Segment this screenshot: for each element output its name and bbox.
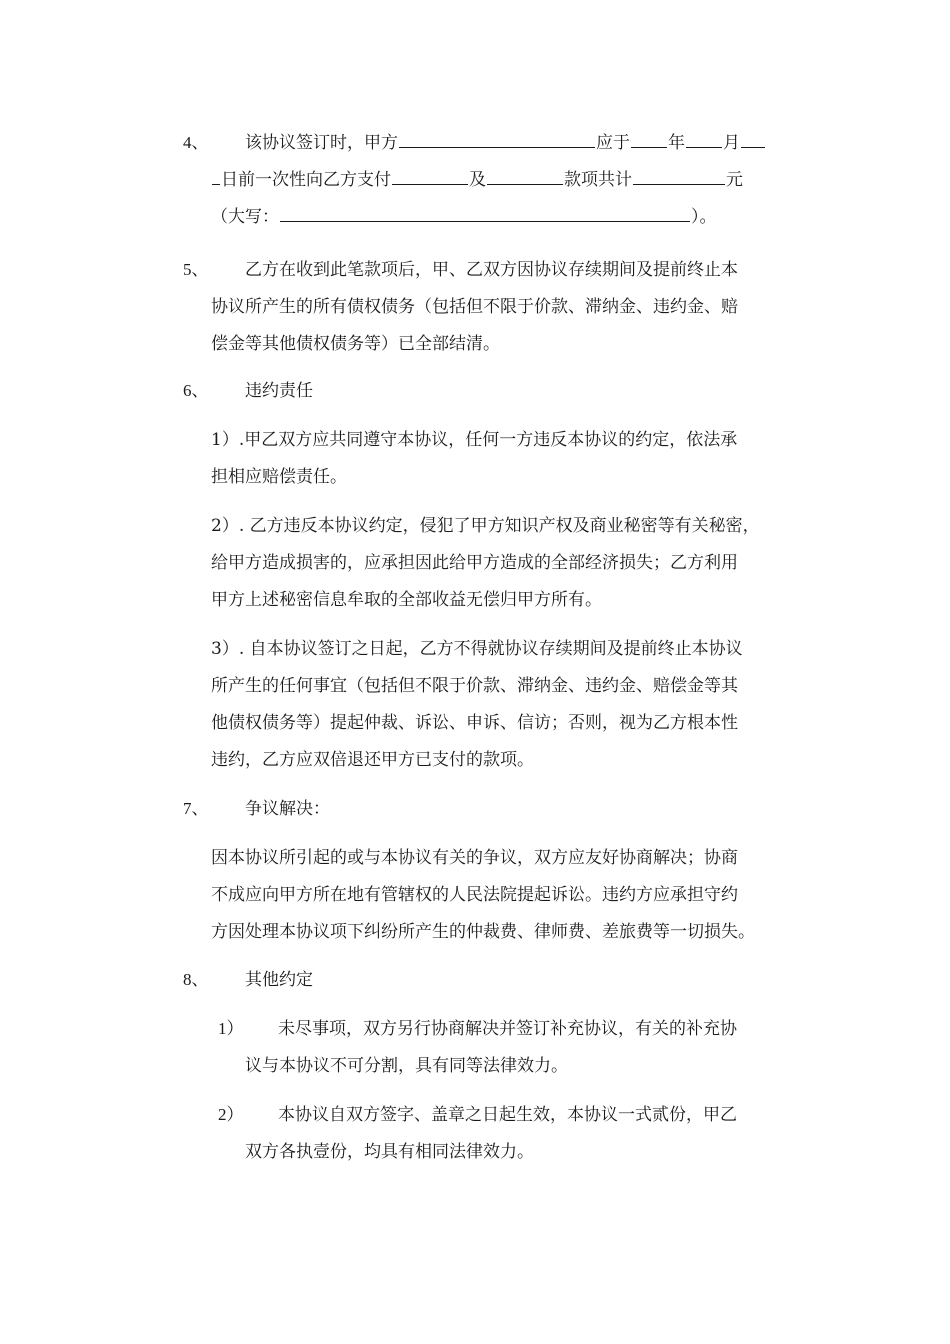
month-blank[interactable] [686,132,722,148]
item-4-text: 月 [723,133,740,153]
clause-line: 给甲方造成损害的，应承担因此给甲方造成的全部经济损失；乙方利用 [211,553,738,573]
year-blank[interactable] [631,132,667,148]
clause-line: 1）.甲乙双方应共同遵守本协议，任何一方违反本协议的约定，依法承 [211,430,738,450]
item-4-text: 应于 [596,133,630,153]
sub-item-number: 1） [218,1019,244,1038]
clause-line: 所产生的任何事宜（包括但不限于价款、滞纳金、违约金、赔偿金等其 [211,676,738,696]
clause-line: 3）. 自本协议签订之日起，乙方不得就协议存续期间及提前终止本协议 [211,639,743,659]
clause-line: 甲方上述秘密信息牟取的全部收益无偿归甲方所有。 [211,590,602,610]
item-4-text: 及 [469,170,486,190]
item-8-number: 8、 [183,970,209,989]
clause-line: 担相应赔偿责任。 [211,467,347,487]
section-heading: 违约责任 [245,381,313,401]
clause-line: 违约，乙方应双倍退还甲方已支付的款项。 [211,750,534,770]
clause-line: 未尽事项，双方另行协商解决并签订补充协议，有关的补充协 [278,1019,737,1039]
item-7-number: 7、 [183,799,209,818]
item-4-line-2 [211,165,743,190]
paragraph-line: 因本协议所引起的或与本协议有关的争议，双方应友好协商解决；协商 [211,848,738,868]
payment-blank-1[interactable] [392,169,468,185]
item-4-text: 款项共计 [564,170,632,190]
clause-line: 他债权债务等）提起仲裁、诉讼、申诉、信访；否则，视为乙方根本性 [211,713,738,733]
day-blank-start[interactable] [741,132,765,148]
sub-item-number: 2） [218,1105,244,1124]
item-4-line-3 [211,202,717,227]
clause-line: 议与本协议不可分割，具有同等法律效力。 [245,1056,568,1076]
total-amount-blank[interactable] [633,169,725,185]
item-5-number: 5、 [183,260,209,279]
clause-line: 2）. 乙方违反本协议约定，侵犯了甲方知识产权及商业秘密等有关秘密， [211,516,760,536]
paragraph-line: 偿金等其他债权债务等）已全部结清。 [211,334,500,354]
item-4-text: 该协议签订时，甲方 [245,133,398,153]
amount-in-words-blank[interactable] [280,206,690,222]
item-4-text: ）。 [691,207,717,227]
clause-line: 本协议自双方签字、盖章之日起生效，本协议一式贰份，甲乙 [278,1105,737,1125]
section-heading: 其他约定 [245,970,313,990]
clause-line: 双方各执壹份，均具有相同法律效力。 [245,1142,534,1162]
item-4-text: （大写： [211,207,279,227]
item-4-text: 元 [726,170,743,190]
party-a-blank[interactable] [399,132,595,148]
item-4-text: 日前一次性向乙方支付 [221,170,391,190]
paragraph-line: 乙方在收到此笔款项后，甲、乙双方因协议存续期间及提前终止本 [245,260,738,280]
payment-blank-2[interactable] [487,169,563,185]
paragraph-line: 协议所产生的所有债权债务（包括但不限于价款、滞纳金、违约金、赔 [211,297,738,317]
section-heading: 争议解决： [245,799,330,819]
paragraph-line: 不成应向甲方所在地有管辖权的人民法院提起诉讼。违约方应承担守约 [211,885,738,905]
item-6-number: 6、 [183,381,209,400]
item-4-number: 4、 [183,133,209,152]
paragraph-line: 方因处理本协议项下纠纷所产生的仲裁费、律师费、差旅费等一切损失。 [211,922,755,942]
item-4-line-1 [245,128,766,153]
item-4-text: 年 [668,133,685,153]
day-blank-end[interactable] [212,169,220,185]
